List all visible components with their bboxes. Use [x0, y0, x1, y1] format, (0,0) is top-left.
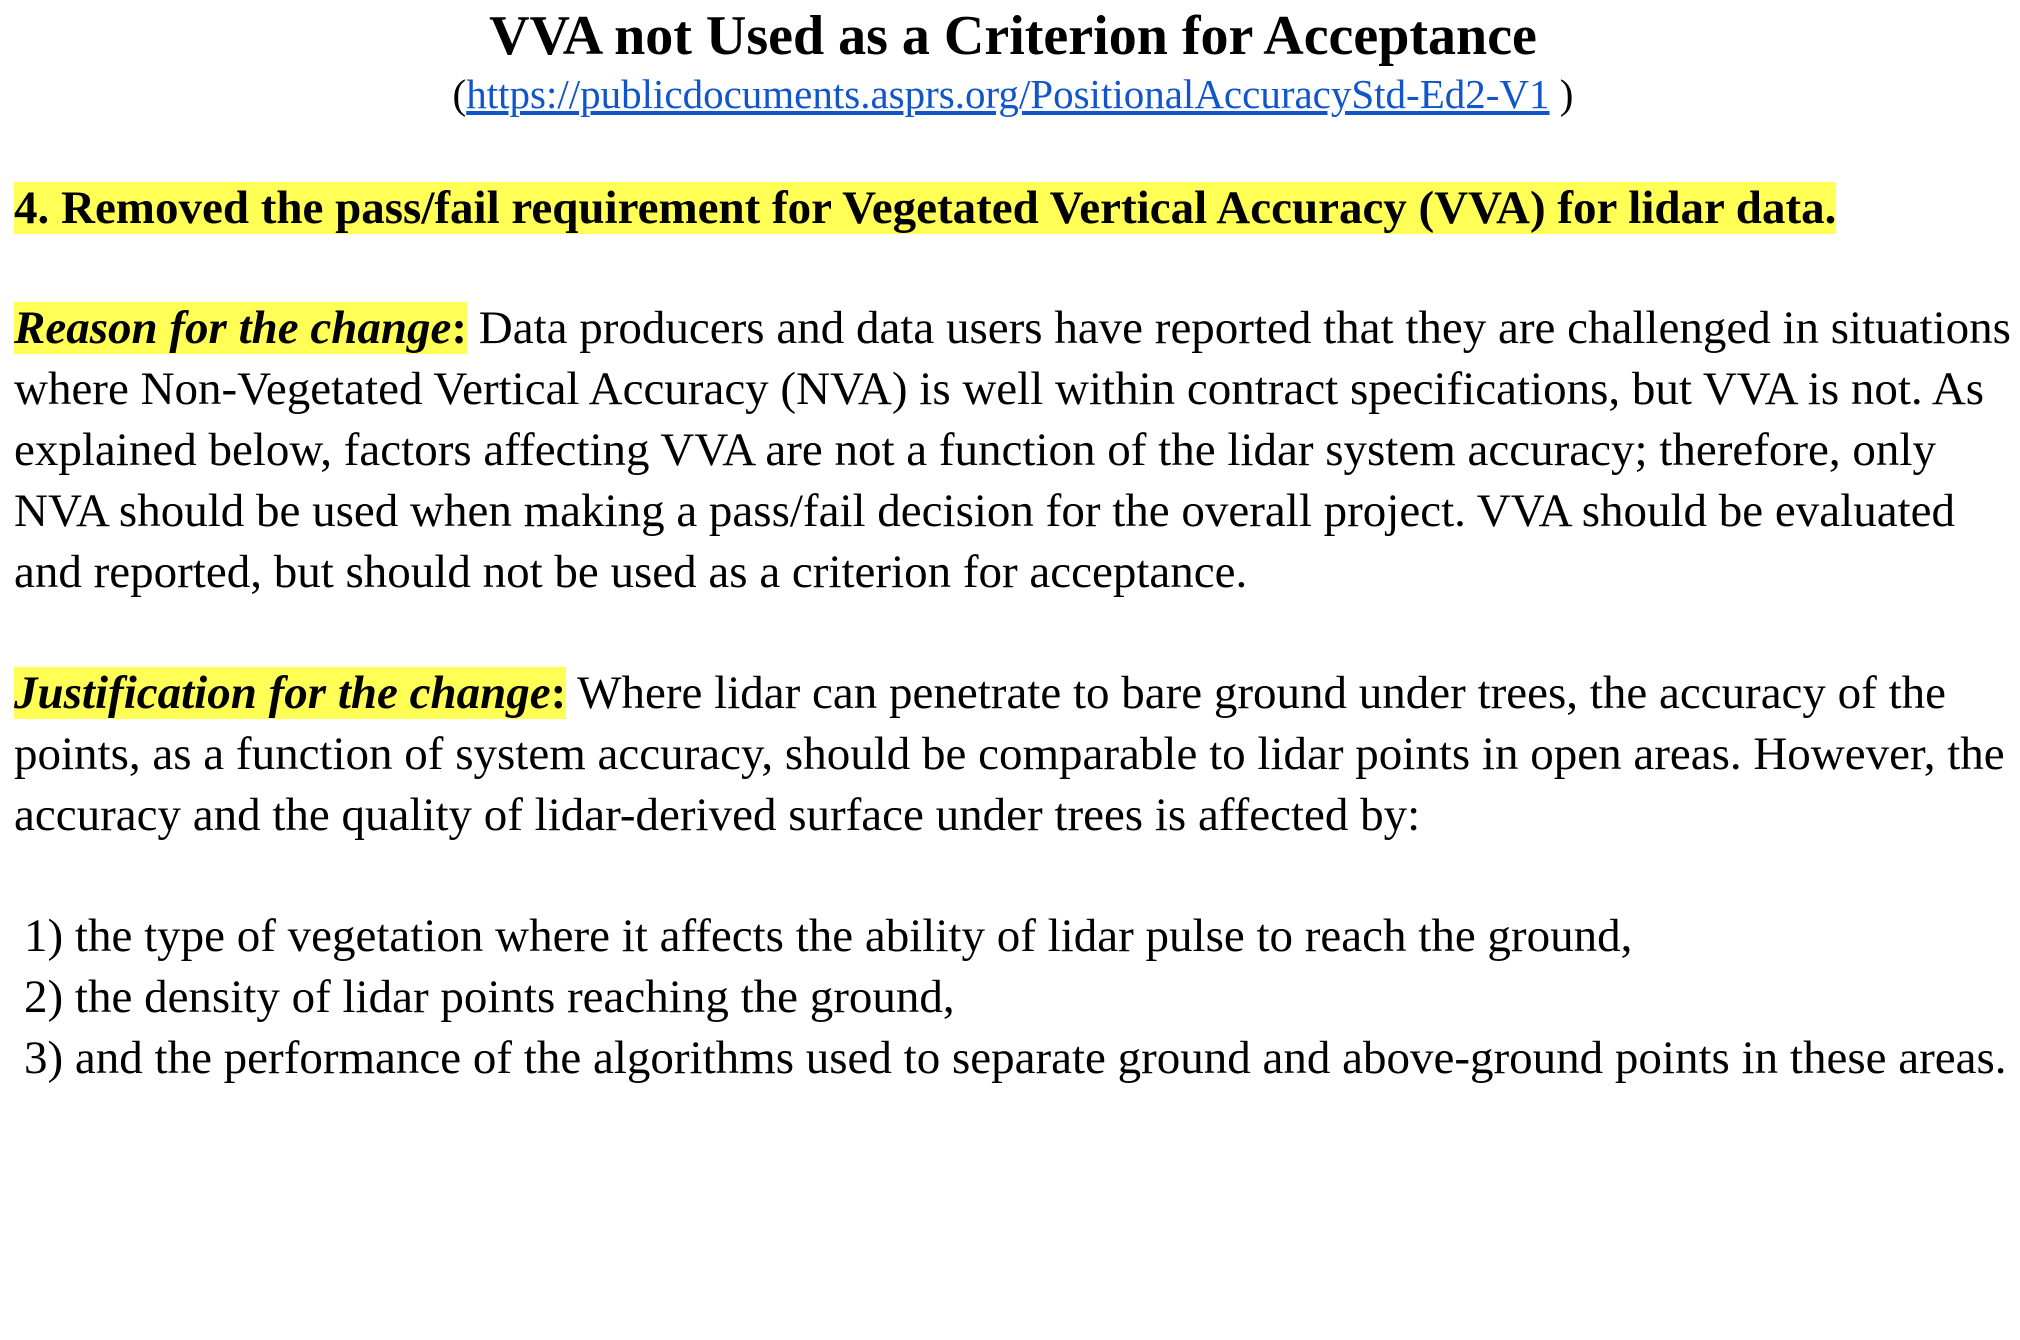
section-heading [14, 178, 2012, 238]
justification-paragraph [14, 663, 2012, 846]
justification-lead [14, 667, 566, 719]
reason-lead [14, 302, 467, 354]
section-heading-text: 4. Removed the pass/fail requirement for Vegetated Vertical Accuracy (VVA) for lidar data. [14, 182, 1837, 234]
justification-colon: : [550, 667, 567, 719]
list-item: 2) the density of lidar points reaching the ground, [24, 971, 955, 1023]
source-open-paren: ( [452, 71, 467, 117]
reason-paragraph [14, 298, 2012, 603]
factors-list [14, 906, 2012, 1089]
justification-label: Justification for the change [14, 667, 551, 719]
reason-text: Data producers and data users have reported that they are challenged in situations where Non-Vegetated Vertical Accuracy (NVA) is well within contract specifications, but VVA is not. As explained below, factors affecting VVA are not a function of the lidar system accuracy; therefore, only NVA should be used when making a pass/fail decision for the overall project. VVA should be evaluated and reported, but should not be used as a criterion for acceptance. [14, 302, 2011, 598]
reason-label: Reason for the change [14, 302, 452, 354]
list-item: 1) the type of vegetation where it affects the ability of lidar pulse to reach the ground, [24, 910, 1633, 962]
justification-text: Where lidar can penetrate to bare ground under trees, the accuracy of the points, as a function of system accuracy, should be comparable to lidar points in open areas. However, the accuracy and the quality of lidar-derived surface under trees is affected by: [14, 667, 2005, 841]
source-line [14, 70, 2012, 118]
source-close-paren: ) [1549, 71, 1574, 117]
source-link[interactable]: https://publicdocuments.asprs.org/PositionalAccuracyStd-Ed2-V1 [466, 71, 1550, 117]
page-title: VVA not Used as a Criterion for Acceptance [489, 5, 1537, 67]
document-page [0, 4, 2020, 1340]
reason-colon: : [451, 302, 468, 354]
list-item: 3) and the performance of the algorithms used to separate ground and above-ground points in these areas. [24, 1032, 2007, 1084]
